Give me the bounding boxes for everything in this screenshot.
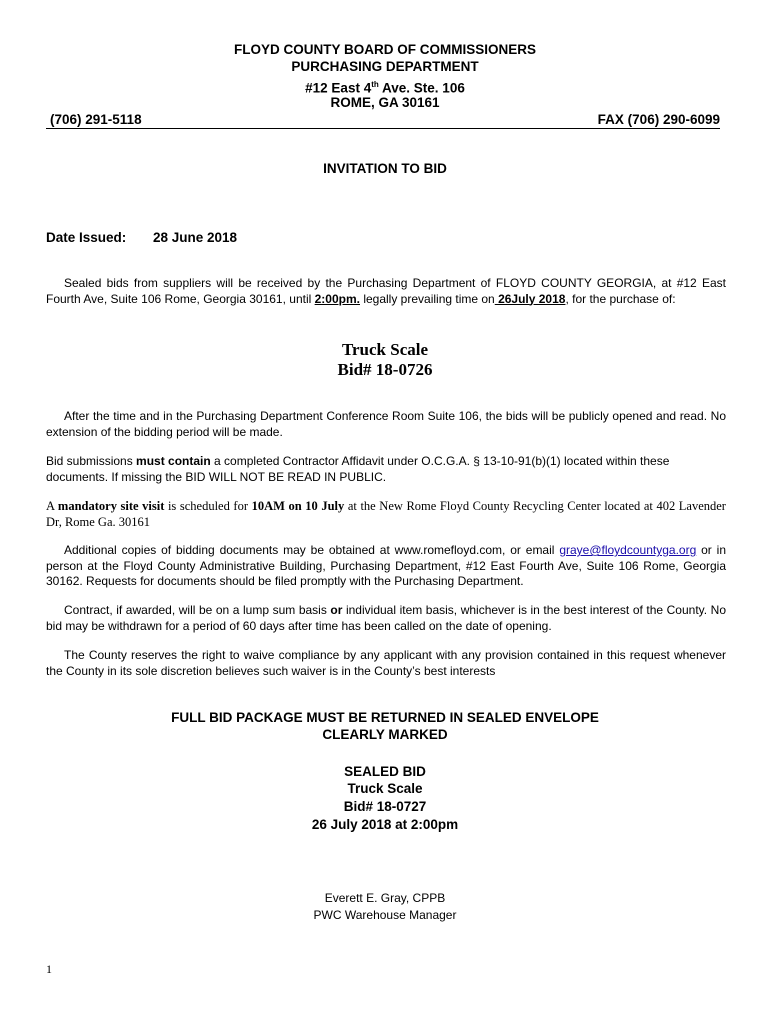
signer-title: PWC Warehouse Manager bbox=[313, 908, 457, 922]
street-address: #12 East 4th Ave. Ste. 106 bbox=[305, 80, 465, 96]
city-state-zip: ROME, GA 30161 bbox=[330, 95, 440, 110]
envelope-sealed-bid: SEALED BID bbox=[344, 764, 426, 779]
page-number: 1 bbox=[46, 962, 52, 976]
copies-paragraph: Additional copies of bidding documents may be obtained at www.romefloyd.com, or email graye@floydcountyga.org or in person at the Floyd County Administrative Building, Purchasing Department, #12 East Fourth Ave, Suite 106 Rome, Georgia 30162. Requests for documents should be filed promptly with the Purchasing Department. bbox=[46, 543, 726, 588]
department-name: PURCHASING DEPARTMENT bbox=[291, 59, 479, 74]
opening-paragraph: After the time and in the Purchasing Department Conference Room Suite 106, the bids will be publicly opened and read. No extension of the bidding period will be made. bbox=[46, 409, 726, 439]
reserve-paragraph: The County reserves the right to waive compliance by any applicant with any provision contained in this request whenever the County in its sole discretion believes such waiver is in the County’s best interests bbox=[46, 648, 726, 678]
signer-name: Everett E. Gray, CPPB bbox=[324, 891, 446, 905]
envelope-item-name: Truck Scale bbox=[347, 781, 423, 796]
item-name: Truck Scale bbox=[341, 340, 429, 359]
site-visit-paragraph: A mandatory site visit is scheduled for 10AM on 10 July at the New Rome Floyd County Recycling Center located at 402 Lavender Dr, Rome Ga. 30161 bbox=[46, 499, 726, 529]
contract-paragraph: Contract, if awarded, will be on a lump sum basis or individual item basis, whichever is in the best interest of the County. No bid may be withdrawn for a period of 60 days after time has been called on the date of opening. bbox=[46, 603, 726, 633]
envelope-date-time: 26 July 2018 at 2:00pm bbox=[311, 817, 459, 832]
return-notice-line1: FULL BID PACKAGE MUST BE RETURNED IN SEALED ENVELOPE bbox=[171, 710, 599, 725]
submission-paragraph: Bid submissions must contain a completed Contractor Affidavit under O.C.G.A. § 13-10-91(b)(1) located within these documents. If missing the BID WILL NOT BE READ IN PUBLIC. bbox=[46, 454, 670, 484]
envelope-bid-number: Bid# 18-0727 bbox=[343, 799, 427, 814]
document-title: INVITATION TO BID bbox=[323, 161, 447, 176]
phone-number: (706) 291-5118 bbox=[50, 112, 142, 127]
bid-number: Bid# 18-0726 bbox=[337, 360, 433, 379]
org-name: FLOYD COUNTY BOARD OF COMMISSIONERS bbox=[233, 42, 536, 57]
date-issued-label: Date Issued: bbox=[46, 230, 127, 245]
date-issued-value: 28 June 2018 bbox=[153, 230, 238, 245]
fax-number: FAX (706) 290-6099 bbox=[597, 112, 720, 127]
return-notice-line2: CLEARLY MARKED bbox=[322, 727, 448, 742]
header-divider bbox=[46, 128, 720, 129]
email-link[interactable]: graye@floydcountyga.org bbox=[559, 543, 697, 557]
intro-paragraph: Sealed bids from suppliers will be received by the Purchasing Department of FLOYD COUNTY GEORGIA, at #12 East Fourth Ave, Suite 106 Rome, Georgia 30161, until 2:00pm. legally prevailing time on 26July 2018, for the purchase of: bbox=[46, 276, 726, 306]
